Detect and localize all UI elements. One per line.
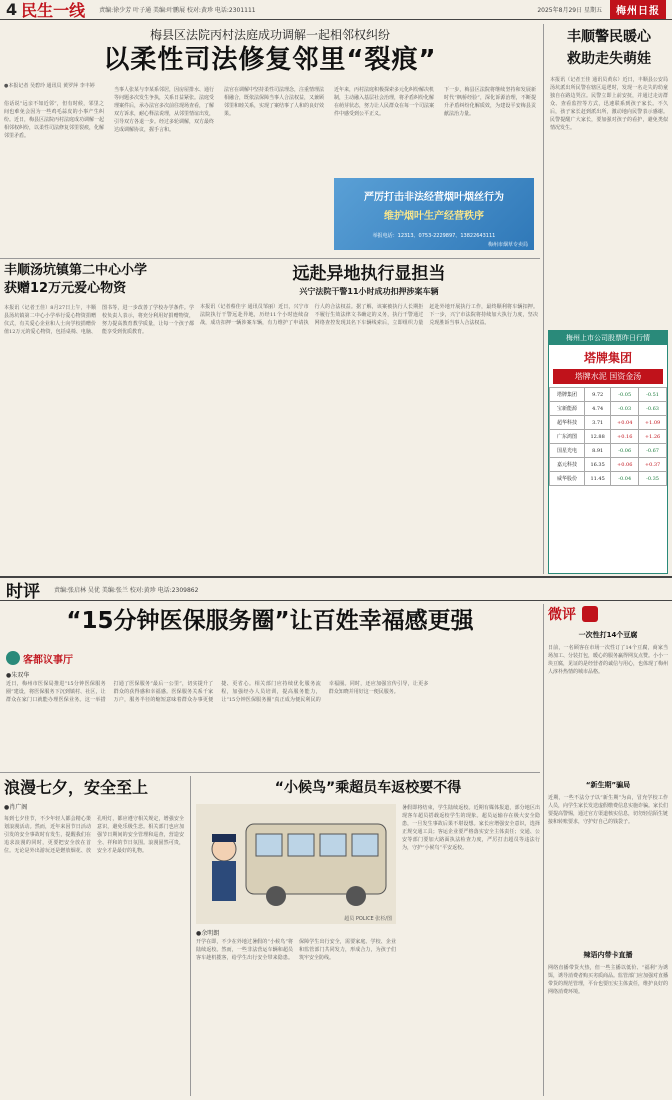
story-donation [4, 262, 194, 574]
divider [0, 600, 672, 601]
stock-row [550, 430, 667, 444]
story-execution [200, 262, 538, 574]
commentary-body: 近日，梅州市医保局推进“15分钟医保服务圈”建设，将医保服务下沉到镇村、社区，让群众在家门口就能办理医保业务。这一举措打通了医保服务“最后一公里”，切实提升了群众的获得感和幸福感。医保服务关系千家万户，服务半径的缩短意味着群众办事更便捷、更省心。相关部门应持续优化服务流程，加强经办人员培训，提高服务能力，让“15分钟医保服务圈”真正成为便民利民的幸福圈。同时，还应加强宣传引导，让更多群众知晓并用好这一便民服务。 [6, 681, 429, 703]
weiping-label: 微评 [548, 607, 576, 623]
stock-name: 广东鸿图 [550, 430, 585, 444]
op2-headline: “小候鸟”乘超员车返校要不得 [274, 780, 462, 796]
right-headline: 丰顺警民暖心 [567, 29, 651, 45]
weiping-column [548, 604, 668, 1096]
stock-value: 12.88 [584, 430, 610, 444]
stock-name: 塔牌集团 [550, 388, 585, 402]
poster-tobacco [334, 178, 534, 250]
stock-name: 宝新能源 [550, 402, 585, 416]
right-story-police [550, 26, 668, 326]
stock-name: 国星光电 [550, 444, 585, 458]
column-logo-icon [6, 651, 20, 665]
stock-value: -0.04 [611, 472, 639, 486]
commentary-headline: “15分钟医保服务圈”让百姓幸福感更强 [66, 608, 474, 634]
story3-headline: 远赴异地执行显担当 [292, 264, 446, 284]
illus-caption: 超员 POLICE 张杉/图 [344, 916, 392, 922]
stock-name: 超华科技 [550, 416, 585, 430]
op1-headline: 浪漫七夕，安全至上 [4, 778, 149, 797]
story2-headline: 丰顺汤坑镇第二中心小学 [4, 263, 148, 278]
stock-value: +1.09 [639, 416, 667, 430]
ad-slogan: 塔牌水泥 国资金汤 [553, 369, 663, 384]
stock-value: +0.37 [639, 458, 667, 472]
column-logo [6, 648, 86, 668]
weiping-body3: 网络直播带货火热，但一些主播以低价、“福利”为诱饵，诱导消费者购买劣质商品。监管部门应加强对直播带货的规范管理，平台也要压实主体责任，维护良好的网络消费环境。 [548, 965, 668, 995]
divider [0, 258, 540, 259]
lead-intro: 俗话说“远亲不如近邻”，但有时候，邻里之间也难免会因为一些鸡毛蒜皮的小事产生纠纷。近日，梅县区法院丙村法庭成功调解一起相邻权纠纷，以柔性司法修复邻里裂痕，化解邻里矛盾。 [4, 101, 104, 139]
issue-date: 2025年8月29日 星期五 [537, 7, 602, 14]
lead-col5: 下一步，梅县区法院将继续坚持和发展新时代“枫桥经验”，深化诉源治理，不断提升矛盾纠纷化解质效，为建设平安梅县贡献法治力量。 [444, 87, 536, 117]
column-divider [190, 776, 191, 1096]
op-qixi [4, 776, 184, 1096]
column-divider [543, 24, 544, 574]
poster-org: 梅州市烟草专卖局 [487, 242, 528, 248]
op2-body-right: 暑假即将结束，学生陆续返校。近期有媒体报道，部分地区出现客车超员搭载返校学生的现象。超员运输存在极大安全隐患，一旦发生事故后果不堪设想。家长应增强安全意识，选择正规交通工具；客运企业要严格落实安全主体责任；交通、公安等部门要加大路面执法检查力度，严厉打击超员等违法行为，守护“小候鸟”平安返校。 [402, 805, 540, 851]
lower-section: 时评 [6, 581, 40, 600]
right-sub: 救助走失萌娃 [567, 51, 651, 67]
poster-hotline: 举报电话：12313、0753-2229897、13822643111 [372, 233, 496, 239]
poster-line2: 维护烟叶生产经营秩序 [384, 211, 484, 222]
weiping-body1: 日前，一名顾客在市场一次性订了14个豆腐，商家当场加工、分装打包，暖心的服务赢得网友点赞。小小一块豆腐，见证的是经营者的诚信与用心，也体现了梅州人淳朴热情的城市品格。 [548, 645, 668, 675]
lead-col3: 法官在调解中坚持柔性司法理念，注重情理法相融合，既依法保障当事人合法权益，又兼顾邻里和睦关系，实现了案结事了人和的良好效果。 [224, 87, 324, 117]
story3-body: 本报讯（记者蔡佳宇 通讯员邹丽）近日，兴宁市法院执行干警远赴异地，历经11个小时连续奋战，成功扣押一辆涉案车辆，有力维护了申请执行人的合法权益。据了解，该案被执行人长期拒不履行生效法律文书确定的义务，执行干警通过网络查控发现其名下车辆线索后，立即组织力量赶赴外地开展执行工作，最终顺利将车辆扣押。下一步，兴宁市法院将持续加大执行力度，坚决兑现胜诉当事人合法权益。 [200, 304, 538, 326]
weiping-icon [582, 606, 598, 622]
stock-value: 16.35 [584, 458, 610, 472]
lead-headline: 以柔性司法修复邻里“裂痕” [103, 45, 437, 75]
section-title: 民生一线 [21, 1, 86, 20]
story3-sub: 兴宁法院干警11小时成功扣押涉案车辆 [299, 287, 439, 296]
op2-author: ●余明朗 [196, 930, 220, 937]
commentary-author: ●朱双华 [6, 672, 30, 679]
stock-value: +1.26 [639, 430, 667, 444]
stock-value: 3.71 [584, 416, 610, 430]
stock-name: 嘉元科技 [550, 458, 585, 472]
stock-name: 威华股份 [550, 472, 585, 486]
stock-row [550, 458, 667, 472]
lead-col4: 近年来，丙村法庭积极探索多元化纠纷解决机制，主动融入基层社会治理，将矛盾纠纷化解在萌芽状态，努力让人民群众在每一个司法案件中感受到公平正义。 [334, 87, 434, 117]
stock-value: -0.51 [639, 388, 667, 402]
stock-value: +0.04 [611, 416, 639, 430]
lead-byline: ●本报记者 吴碧玲 通讯员 黄罗萍 李丰婷 [4, 83, 95, 89]
stock-row [550, 444, 667, 458]
weiping-header [548, 604, 668, 624]
stock-value: -0.03 [611, 402, 639, 416]
poster-line1: 严厉打击非法经营烟叶烟丝行为 [364, 192, 504, 203]
stock-value: +0.16 [611, 430, 639, 444]
stock-row [550, 402, 667, 416]
stock-value: -0.67 [639, 444, 667, 458]
story2-byline: 本报讯（记者王佳） [4, 305, 51, 311]
ad-brand: 塔牌集团 [583, 351, 632, 365]
paper-logo: 梅州日报 [610, 0, 666, 19]
editor-meta: 责编:徐少芳 叶子通 美编:叶鹏展 校对:黄珍 电话:2301111 [99, 7, 256, 14]
stock-value: -0.63 [639, 402, 667, 416]
stock-value: -0.05 [611, 388, 639, 402]
lead-col2: 当事人张某与李某系邻居，因房屋排水、通行等问题多次发生争执，关系日益紧张。法庭受理案件后，承办法官多次前往现场查看，了解双方诉求，耐心释法说理，从邻里情谊出发，引导双方各退一步。经过多轮调解，双方最终达成调解协议，握手言和。 [114, 87, 214, 133]
op-student-bus [196, 776, 540, 1096]
right-body: 本报讯（记者王佳 通讯员黄东）近日，丰顺县公安局汤坑派出所民警在辖区巡逻时，发现一名走失的幼童独自在路边哭泣。民警立即上前安抚，并通过走访群众、查看监控等方式，迅速联系到孩子家长。不久后，孩子家长赶到派出所，激动地向民警表示感谢。民警提醒广大家长，要加强对孩子的看护，避免类似情况发生。 [550, 77, 668, 131]
stock-table [549, 387, 667, 486]
lower-header [0, 578, 672, 600]
weiping-body2: 近期，一些不法分子以“新生期”为由，冒充学校工作人员，向学生家长发送虚假缴费信息实施诈骗。家长们要提高警惕，通过官方渠道核实信息，切勿轻信陌生链接和转账要求，守护好自己的钱袋子。 [548, 795, 668, 825]
commentary-headline-block [0, 603, 540, 643]
stock-value: -0.06 [611, 444, 639, 458]
weiping-title3: 辣语内带卡直播 [583, 951, 633, 959]
stock-table-ad [548, 330, 668, 574]
stock-value: +0.06 [611, 458, 639, 472]
stock-row [550, 472, 667, 486]
weiping-title2: “新生期”骗局 [585, 781, 631, 789]
lead-kicker: 梅县区法院丙村法庭成功调解一起相邻权纠纷 [149, 28, 390, 42]
column-name: 客都议事厅 [23, 654, 73, 666]
stock-table-title: 梅州上市公司股票昨日行情 [549, 331, 667, 345]
bus-cartoon-icon [196, 804, 396, 924]
stock-value: -0.35 [639, 472, 667, 486]
cartoon-illustration [196, 804, 396, 924]
stock-value: 4.74 [584, 402, 610, 416]
column-divider [543, 604, 544, 1096]
lower-editor-meta: 责编:张启林 吴优 美编:张兰 校对:黄珍 电话:2309862 [54, 586, 199, 594]
weiping-title1: 一次性打14个豆腐 [578, 631, 638, 639]
stock-row [550, 388, 667, 402]
op2-body-left: 开学在即，不少在外地过暑假的“小候鸟”将陆续返校。然而，一些非法营运车辆和超员客车趁机揽客，给学生出行安全带来隐患。保障学生出行安全，需要家庭、学校、企业和监管部门共同发力，形成合力，为孩子们筑牢安全防线。 [196, 939, 396, 961]
stock-row [550, 416, 667, 430]
page-header [0, 0, 672, 20]
divider [0, 772, 540, 773]
story2-body: 本报讯（记者王佳）8月27日上午，丰顺县汤坑镇第二中心小学举行爱心物资捐赠仪式，有关爱心企业和人士向学校捐赠价值12万元的爱心物资，包括桌椅、电脑、图书等，进一步改善了学校办学条件。学校负责人表示，将充分利用好捐赠物资，努力提高教育教学质量，让每一个孩子都能享受到优质教育。 [4, 305, 194, 335]
stock-value: 9.72 [584, 388, 610, 402]
story2-headline2: 获赠12万元爱心物资 [4, 281, 127, 296]
op1-body: 每到七夕佳节，不少年轻人都会精心策划浪漫活动。然而，近年来因节日活动引发的安全事故时有发生，提醒我们在追求浪漫的同时，更要把安全放在首位。无论是外出游玩还是燃放烟花、放孔明灯，都应遵守相关规定，增强安全意识，避免乐极生悲。相关部门也应加强节日期间的安全管理和巡查，营造安全、祥和的节日氛围。浪漫固然可贵，安全才是最好的礼物。 [4, 816, 184, 854]
stock-value: 11.45 [584, 472, 610, 486]
stock-value: 8.91 [584, 444, 610, 458]
op1-author: ●肖广阁 [4, 804, 28, 811]
page-number: 4 [6, 0, 18, 19]
